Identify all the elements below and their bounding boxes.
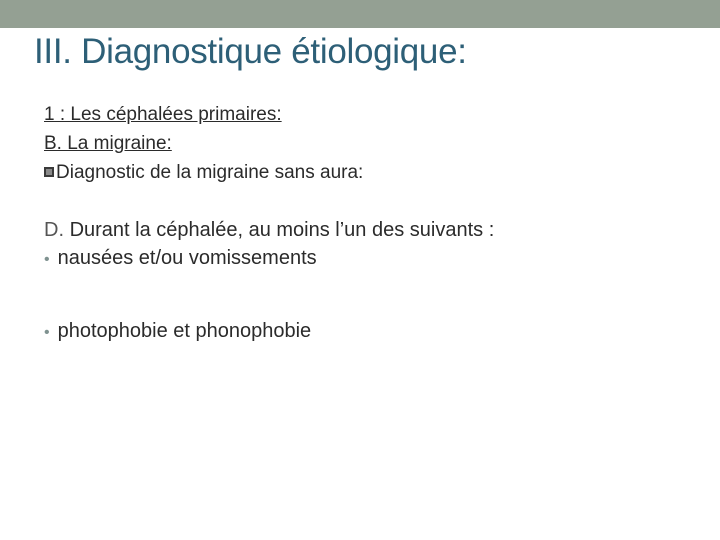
bullet-text: nausées et/ou vomissements: [57, 247, 317, 269]
bullet-text: photophobie et phonophobie: [57, 320, 312, 342]
bullet-item: [44, 244, 684, 274]
section-heading: 1 : Les céphalées primaires:: [44, 104, 282, 125]
criterion-text: Durant la céphalée, au moins l’un des suivants :: [69, 219, 495, 241]
slide-content: [44, 100, 684, 347]
criterion-prefix: D.: [44, 219, 64, 241]
bullet-item: [44, 317, 684, 347]
criterion-line: [44, 216, 684, 244]
slide-title: III. Diagnostique étiologique:: [34, 32, 467, 71]
dot-bullet-icon: •: [44, 251, 50, 268]
subsection-heading: B. La migraine:: [44, 133, 172, 154]
top-accent-bar: [0, 0, 720, 28]
dot-bullet-icon: •: [44, 324, 50, 341]
square-bullet-icon: [44, 167, 54, 177]
checkbox-bullet-text: Diagnostic de la migraine sans aura:: [56, 162, 364, 183]
checkbox-bullet-item: [44, 158, 684, 187]
